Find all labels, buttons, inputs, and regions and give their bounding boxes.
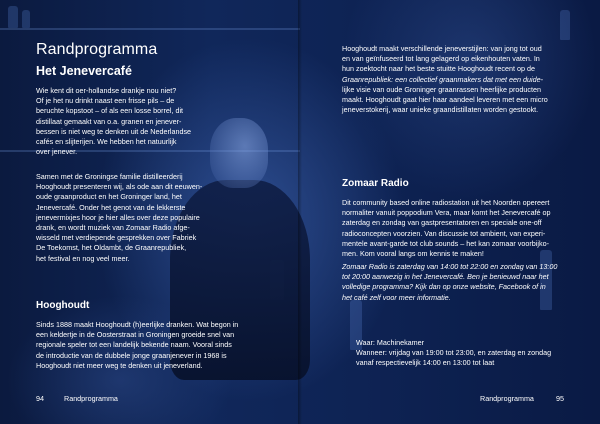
footer-section-label: Randprogramma (64, 394, 118, 403)
text-line: radioconcepten voorzien. Van discussie tot ambient, van experi- (342, 228, 546, 238)
right-page (300, 0, 600, 424)
text-line: Hooghoudt niet meer weg te denken uit jeneverland. (36, 360, 203, 370)
when-line: Wanneer: vrijdag van 19:00 tot 23:00, en zaterdag en zondag (356, 348, 552, 358)
text-line: Dit community based online radiostation uit het Noorden opereert (342, 198, 550, 207)
text-line: normaliter vanuit poppodium Vera, maar komt het Jenevercafé op (342, 208, 551, 218)
text-line: Sinds 1888 maakt Hooghoudt (h)eerlijke dranken. Wat begon in (36, 320, 239, 329)
when-line: vanaf respectievelijk 14:00 en 13:00 tot laat (356, 358, 495, 368)
text-line: jenevermixjes hoor je hier alles over deze populaire (36, 212, 200, 222)
text-line: lijke visie van oude Groninger graanrassen heerlijke producten (342, 84, 541, 94)
text-line: Of je het nu drinkt naast een frisse pils – de (36, 96, 175, 106)
text-line: mentele avant-garde tot club sounds – het kan zomaar voorbijko- (342, 238, 549, 248)
text-line: De Toekomst, het Oldambt, de Graanrepubliek, (36, 243, 187, 253)
text-line: tot 20:00 aanwezig in het Jenevercafé. Ben je benieuwd naar het (342, 272, 549, 282)
text-line: Zomaar Radio is zaterdag van 14:00 tot 22:00 en zondag van 13:00 (342, 262, 558, 271)
text-line: een keldertje in de Oosterstraat in Groningen groeide snel van (36, 330, 235, 340)
text-line: zaterdag en zondag van gastpresentatoren en speciale one-off (342, 218, 542, 228)
where-line: Waar: Machinekamer (356, 338, 425, 347)
text-line: hun zoektocht naar het beste stuitte Hooghoudt recent op de (342, 64, 535, 74)
intro-paragraph (36, 86, 286, 157)
text-line: volledige programma? Kijk dan op onze website, Facebook of in (342, 282, 546, 292)
section-heading-hooghoudt: Hooghoudt (36, 300, 90, 311)
text-line: distillaat gemaakt van o.a. granen en jenever- (36, 116, 182, 126)
text-line: Hooghoudt maakt verschillende jeneverstijlen: van jong tot oud (342, 44, 542, 53)
footer-section-label: Randprogramma (480, 394, 534, 403)
hooghoudt-paragraph (36, 320, 294, 371)
zomaar-radio-schedule-italic (342, 262, 594, 303)
text-line: Wie kent dit oer-hollandse drankje nou niet? (36, 86, 177, 95)
text-line: Hooghoudt presenteren wij, als ode aan dit eeuwen- (36, 182, 203, 192)
section-title-jenevercafe: Het Jenevercafé (36, 64, 132, 78)
text-line: bessen is niet weg te denken uit de Nederlandse (36, 126, 192, 136)
event-details (356, 338, 596, 369)
text-line: maakt. Hooghoudt gaat hier haar aandeel leveren met een micro (342, 95, 548, 105)
text-line: Jenevercafé. Onder het genot van de lekkerste (36, 202, 186, 212)
text-line: regionale speler tot een landelijk bekende naam. Vooral sinds (36, 340, 232, 350)
text-line: wisseld met verdiepende gesprekken over Fabriek (36, 233, 197, 243)
page-title: Randprogramma (36, 41, 158, 58)
section-heading-zomaar-radio: Zomaar Radio (342, 178, 409, 189)
text-line: jeneverstokerij, waar unieke graandistillaten worden gestookt. (342, 105, 539, 115)
text-line: oude graanproduct en het Groninger land, het (36, 192, 182, 202)
text-line: men. Kom vooral langs om kennis te maken! (342, 249, 484, 259)
page-number-right: 95 (556, 394, 564, 403)
text-line: het café zelf voor meer informatie. (342, 292, 451, 302)
hooghoudt-continued-paragraph (342, 44, 592, 115)
text-line: het festival en nog veel meer. (36, 253, 130, 263)
jenevercafe-paragraph (36, 172, 286, 264)
page-number-left: 94 (36, 394, 44, 403)
text-line: en van geïnfuseerd tot lang gelagerd op eikenhouten vaten. In (342, 54, 540, 64)
zomaar-radio-paragraph (342, 198, 594, 259)
text-line: Samen met de Groningse familie distilleerderij (36, 172, 183, 181)
text-line: cafés en slijterijen. We hebben het natuurlijk (36, 137, 177, 147)
text-line: drank, en wordt muziek van Zomaar Radio afge- (36, 223, 190, 233)
text-line: de introductie van de dubbele jonge graanjenever in 1968 is (36, 350, 227, 360)
text-line: over jenever. (36, 147, 78, 157)
text-line: Graanrepubliek: een collectief graanmakers dat met een duide- (342, 74, 543, 84)
text-line: beruchte kopstoot – of als een losse borrel, dit (36, 106, 184, 116)
